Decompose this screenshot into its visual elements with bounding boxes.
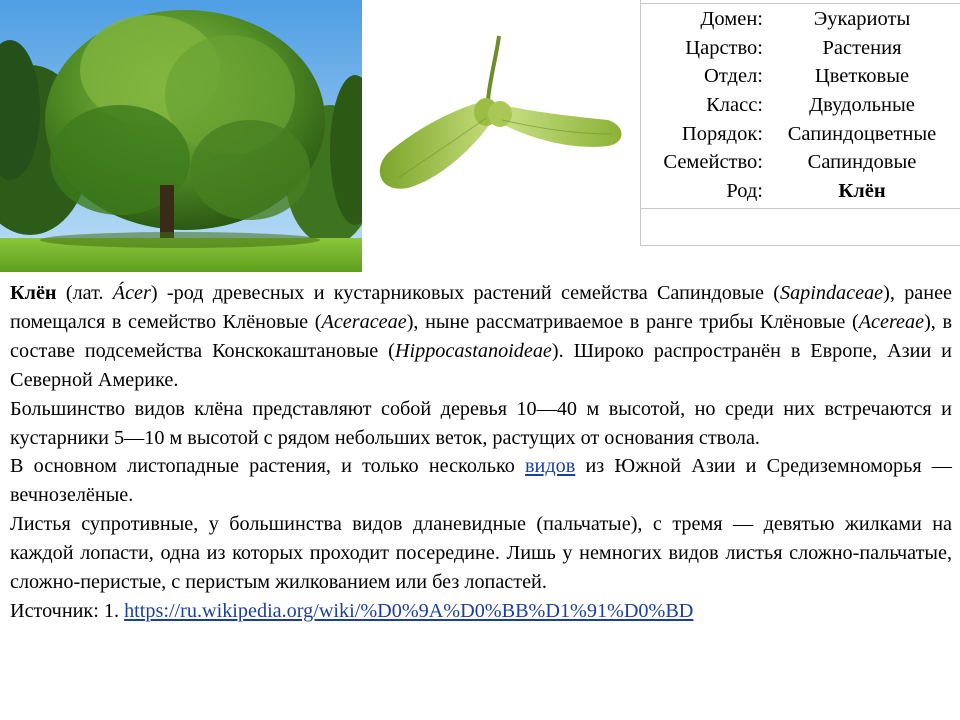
taxonomy-value: Клён bbox=[838, 180, 886, 203]
taxonomy-label: Отдел: bbox=[704, 65, 763, 88]
text-run: (лат. bbox=[56, 282, 113, 304]
taxonomy-row-genus bbox=[641, 177, 960, 206]
table-top-border bbox=[641, 3, 960, 4]
text-run: ), в составе подсемейства Конскокаштановые ( bbox=[10, 310, 953, 362]
latin-subfamily: Hippocastanoideae bbox=[394, 339, 552, 362]
article-body bbox=[10, 279, 952, 626]
latin-name: Ácer bbox=[112, 282, 151, 304]
latin-tribe: Acereae bbox=[858, 310, 925, 333]
taxonomy-row-domain bbox=[641, 5, 960, 34]
source-label: Источник: 1. bbox=[10, 599, 125, 622]
text-run: ) -род древесных и кустарниковых растений семейства Сапиндовые ( bbox=[150, 282, 780, 304]
taxonomy-label: Род: bbox=[726, 180, 763, 203]
maple-tree-photo bbox=[0, 0, 362, 272]
paragraph-size: Большинство видов клёна представляют собой деревья 10—40 м высотой, но среди них встречаются и кустарники 5—10 м высотой с рядом небольших веток, растущих от основания ствола. bbox=[10, 397, 952, 449]
text-run: В основном листопадные растения, и только несколько bbox=[10, 455, 526, 478]
latin-family: Sapindaceae bbox=[779, 282, 884, 304]
taxonomy-value: Сапиндовые bbox=[807, 151, 917, 174]
text-run: ), ныне рассматриваемое в ранге трибы Клёновые ( bbox=[406, 310, 859, 333]
paragraph-deciduous bbox=[10, 452, 952, 510]
taxonomy-value: Сапиндоцветные bbox=[787, 122, 937, 145]
latin-former-family: Aceraceae bbox=[321, 310, 407, 333]
taxonomy-value: Двудольные bbox=[809, 94, 915, 117]
table-divider bbox=[641, 208, 960, 209]
source-line bbox=[10, 597, 952, 626]
species-link[interactable]: видов bbox=[525, 455, 576, 478]
maple-seed-photo bbox=[368, 28, 630, 208]
taxonomy-table bbox=[640, 0, 960, 246]
taxonomy-rows bbox=[641, 5, 960, 206]
taxonomy-value: Растения bbox=[822, 36, 902, 59]
text-run: из Южной Азии и Средиземноморья — вечнозелёные. bbox=[10, 455, 952, 507]
term-bold: Клён bbox=[10, 282, 57, 304]
taxonomy-row-division bbox=[641, 62, 960, 91]
text-run: ). Широко распространён в Европе, Азии и Северной Америке. bbox=[10, 339, 952, 391]
taxonomy-row-family bbox=[641, 148, 960, 177]
paragraph-intro bbox=[10, 279, 952, 395]
taxonomy-label: Порядок: bbox=[681, 122, 763, 145]
taxonomy-label: Класс: bbox=[706, 94, 763, 117]
source-link[interactable]: https://ru.wikipedia.org/wiki/%D0%9A%D0%BB%D1%91%D0%BD bbox=[124, 599, 694, 622]
taxonomy-label: Домен: bbox=[700, 8, 763, 30]
taxonomy-label: Царство: bbox=[685, 36, 763, 59]
taxonomy-row-kingdom bbox=[641, 34, 960, 63]
paragraph-leaves: Листья супротивные, у большинства видов дланевидные (пальчатые), с тремя — девятью жилками на каждой лопасти, одна из которых проходит посередине. Лишь у немногих видов листья сложно-пальчатые, сложно-перистые, с перистым жилкованием или без лопастей. bbox=[10, 513, 952, 594]
taxonomy-row-order bbox=[641, 120, 960, 149]
taxonomy-label: Семейство: bbox=[663, 151, 763, 174]
text-run: ), ранее помещался в семейство Клёновые ( bbox=[10, 282, 952, 333]
taxonomy-row-class bbox=[641, 91, 960, 120]
taxonomy-value: Цветковые bbox=[814, 65, 910, 88]
taxonomy-value: Эукариоты bbox=[813, 8, 911, 30]
